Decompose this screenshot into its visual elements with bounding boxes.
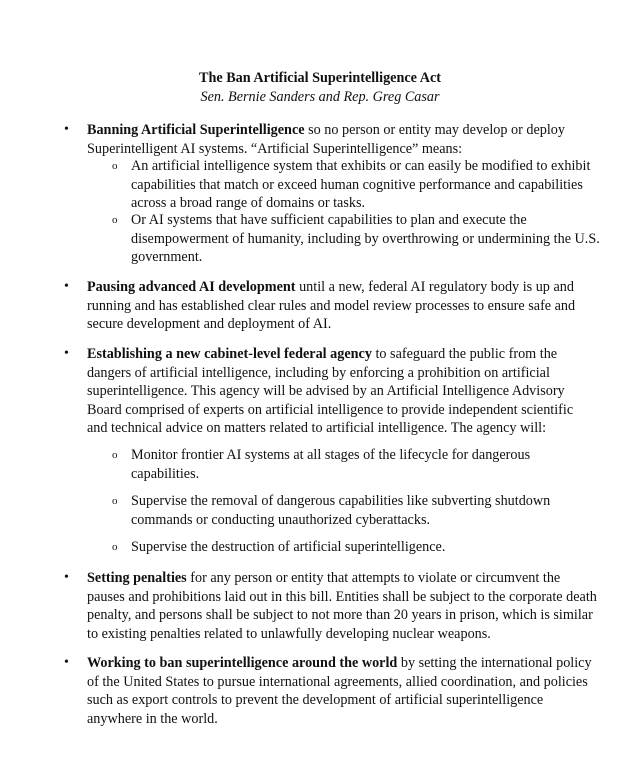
section-text: so no person or entity may develop or deploy Superintelligent AI systems. “Artificial Superintelligence” means: (87, 122, 565, 157)
sub-bullet-icon: o (112, 160, 118, 172)
section-text: for any person or entity that attempts to violate or circumvent the pauses and prohibitions laid out in this bill. Entities shall be subject to the corporate death penalty, and persons shall be subject to not more than 20 years in prison, which is similar to existing penalties related to unlawfully developing nuclear weapons. (87, 570, 597, 642)
section-text: to safeguard the public from the dangers of artificial intelligence, including by enforcing a prohibition on artificial superintelligence. This agency will be advised by an Artificial Intelligence Advisory Board comprised of experts on artificial intelligence to provide independent scientific and technical advice on matters related to artificial intelligence. The agency will: (87, 346, 574, 437)
sub-bullet-icon: o (112, 541, 118, 553)
section-paragraph (87, 569, 597, 643)
section-paragraph (87, 121, 597, 158)
sub-bullet-icon: o (112, 495, 118, 507)
section-heading: Setting penalties (87, 570, 187, 586)
section-paragraph (87, 654, 597, 728)
sub-bullet-icon: o (112, 214, 118, 226)
section-heading: Banning Artificial Superintelligence (87, 122, 305, 138)
sub-item (112, 157, 601, 213)
section-heading: Working to ban superintelligence around the world (87, 655, 398, 671)
bullet-icon: • (64, 122, 69, 137)
sub-item-text: Or AI systems that have sufficient capabilities to plan and execute the disempowerment of humanity, including by overthrowing or undermining the U.S. government. (131, 212, 600, 266)
section-heading: Establishing a new cabinet-level federal agency (87, 346, 372, 362)
sub-item (112, 492, 601, 529)
bullet-icon: • (64, 655, 69, 670)
page-title: The Ban Artificial Superintelligence Act (199, 70, 441, 86)
section-penalties (64, 569, 597, 643)
sub-item (112, 538, 601, 557)
sub-item-text: Supervise the destruction of artificial superintelligence. (131, 539, 446, 555)
bullet-icon: • (64, 570, 69, 585)
sub-item (112, 446, 601, 483)
bullet-icon: • (64, 279, 69, 294)
section-heading: Pausing advanced AI development (87, 279, 296, 295)
section-agency (64, 345, 597, 438)
section-international (64, 654, 597, 728)
sub-item (112, 211, 601, 267)
bullet-icon: • (64, 346, 69, 361)
sub-item-text: An artificial intelligence system that exhibits or can easily be modified to exhibit capabilities that match or exceed human cognitive performance and capabilities across a broad range of domains or tasks. (131, 158, 591, 212)
section-paragraph (87, 278, 597, 334)
section-banning (64, 121, 597, 158)
section-pausing (64, 278, 597, 334)
sub-item-text: Monitor frontier AI systems at all stages of the lifecycle for dangerous capabilities. (131, 447, 531, 482)
page-subtitle: Sen. Bernie Sanders and Rep. Greg Casar (200, 89, 440, 105)
sub-bullet-icon: o (112, 449, 118, 461)
section-text: by setting the international policy of the United States to pursue international agreements, allied coordination, and policies such as export controls to prevent the development of artificial superintelligence anywhere in the world. (87, 655, 592, 727)
section-text: until a new, federal AI regulatory body is up and running and has established clear rules and model review processes to ensure safe and secure development and deployment of AI. (87, 279, 576, 333)
section-paragraph (87, 345, 597, 438)
sub-item-text: Supervise the removal of dangerous capabilities like subverting shutdown commands or conducting unauthorized cyberattacks. (131, 493, 551, 528)
